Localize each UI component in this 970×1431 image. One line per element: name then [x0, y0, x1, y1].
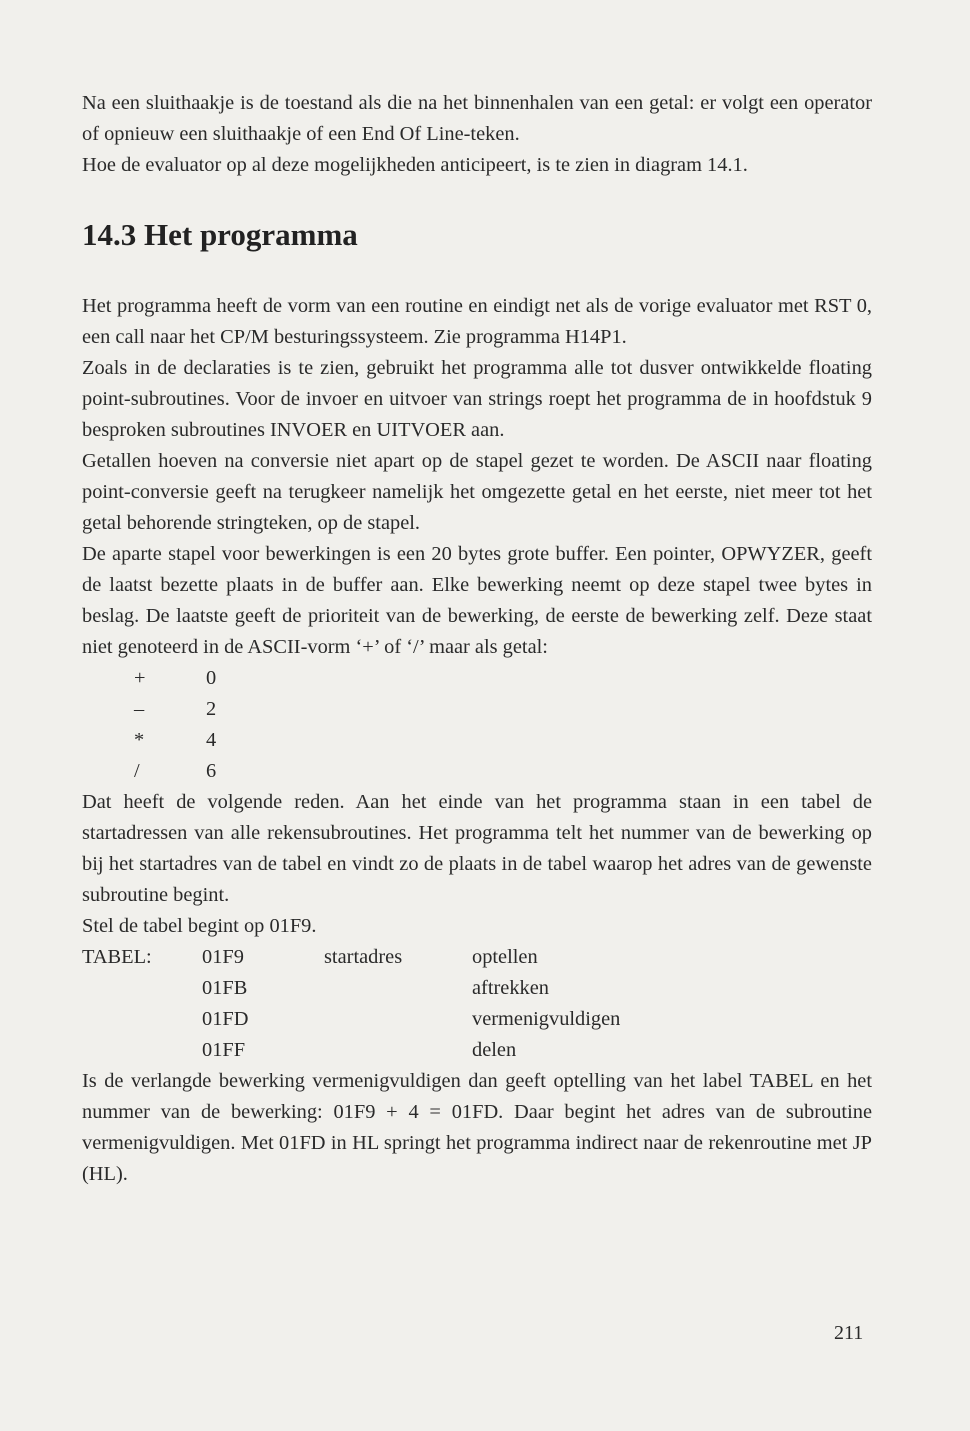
- paragraph-reden: Dat heeft de volgende reden. Aan het einde van het programma staan in een tabel de startadressen van alle rekensubroutines. Het programma telt het nummer van de bewerking op bij het startadres van de tabel en vindt zo de plaats in de tabel waarop het adres van de gewenste subroutine begint.: [82, 791, 872, 906]
- tabel-description: [324, 973, 472, 1004]
- paragraph-declaraties: Zoals in de declaraties is te zien, gebruikt het programma alle tot dusver ontwikkelde floating point-subroutines. Voor de invoer en uitvoer van strings roept het programma de in hoofdstuk 9 besproken subroutines INVOER en UITVOER aan.: [82, 357, 872, 441]
- operator-symbol: *: [134, 729, 145, 751]
- tabel-operation: aftrekken: [472, 977, 549, 999]
- tabel-address: 01FB: [202, 977, 248, 999]
- tabel-description: [324, 1035, 472, 1066]
- operator-row: [82, 663, 872, 694]
- tabel-operation: optellen: [472, 946, 538, 968]
- operator-row: [82, 725, 872, 756]
- operator-symbol: +: [134, 667, 146, 689]
- tabel-row: [82, 1035, 872, 1066]
- paragraph-vermenigvuldigen: Is de verlangde bewerking vermenigvuldigen dan geeft optelling van het label TABEL en het nummer van de bewerking: 01F9 + 4 = 01FD. Daar begint het adres van de subroutine vermenigvuldigen. Met 01FD in HL springt het programma indirect naar de rekenroutine met JP (HL).: [82, 1070, 872, 1185]
- tabel-operation: delen: [472, 1039, 517, 1061]
- section-heading: 14.3 Het programma: [82, 217, 358, 252]
- operator-value: 2: [206, 698, 217, 720]
- paragraph-stapel: De aparte stapel voor bewerkingen is een 20 bytes grote buffer. Een pointer, OPWYZER, geeft de laatst bezette plaats in de buffer aan. Elke bewerking neemt op deze stapel twee bytes in beslag. De laatste geeft de prioriteit van de bewerking, de eerste de bewerking zelf. Deze staat niet genoteerd in de ASCII-vorm ‘+’ of ‘/’ maar als getal:: [82, 543, 872, 658]
- operator-row: [82, 694, 872, 725]
- tabel-operation: vermenigvuldigen: [472, 1008, 621, 1030]
- tabel-row: [82, 973, 872, 1004]
- paragraph-sluithaakje: Na een sluithaakje is de toestand als die na het binnenhalen van een getal: er volgt een operator of opnieuw een sluithaakje of een End Of Line-teken.: [82, 92, 872, 145]
- operator-value: 0: [206, 667, 217, 689]
- operator-list: [82, 663, 872, 787]
- tabel-address: 01FF: [202, 1039, 246, 1061]
- paragraph-tabel-start: Stel de tabel begint op 01F9.: [82, 915, 317, 937]
- paragraph-diagram-reference: Hoe de evaluator op al deze mogelijkheden anticipeert, is te zien in diagram 14.1.: [82, 154, 748, 176]
- tabel-row: [82, 1004, 872, 1035]
- operator-value: 6: [206, 760, 217, 782]
- operator-symbol: –: [134, 698, 145, 720]
- tabel-row: [82, 942, 872, 973]
- tabel-description: [324, 1004, 472, 1035]
- tabel-address: 01FD: [202, 1008, 249, 1030]
- body-text: [82, 88, 872, 1190]
- tabel-listing: [82, 942, 872, 1066]
- operator-symbol: /: [134, 760, 140, 782]
- tabel-description: startadres: [324, 946, 403, 968]
- operator-row: [82, 756, 872, 787]
- page-number: 211: [834, 1322, 864, 1344]
- tabel-address: 01F9: [202, 946, 244, 968]
- tabel-label: TABEL:: [82, 946, 152, 968]
- paragraph-routine: Het programma heeft de vorm van een routine en eindigt net als de vorige evaluator met RST 0, een call naar het CP/M besturingssysteem. Zie programma H14P1.: [82, 295, 872, 348]
- operator-value: 4: [206, 729, 217, 751]
- paragraph-getallen: Getallen hoeven na conversie niet apart op de stapel gezet te worden. De ASCII naar floating point-conversie geeft na terugkeer namelijk het omgezette getal en het eerste, niet meer tot het getal behorende stringteken, op de stapel.: [82, 450, 872, 534]
